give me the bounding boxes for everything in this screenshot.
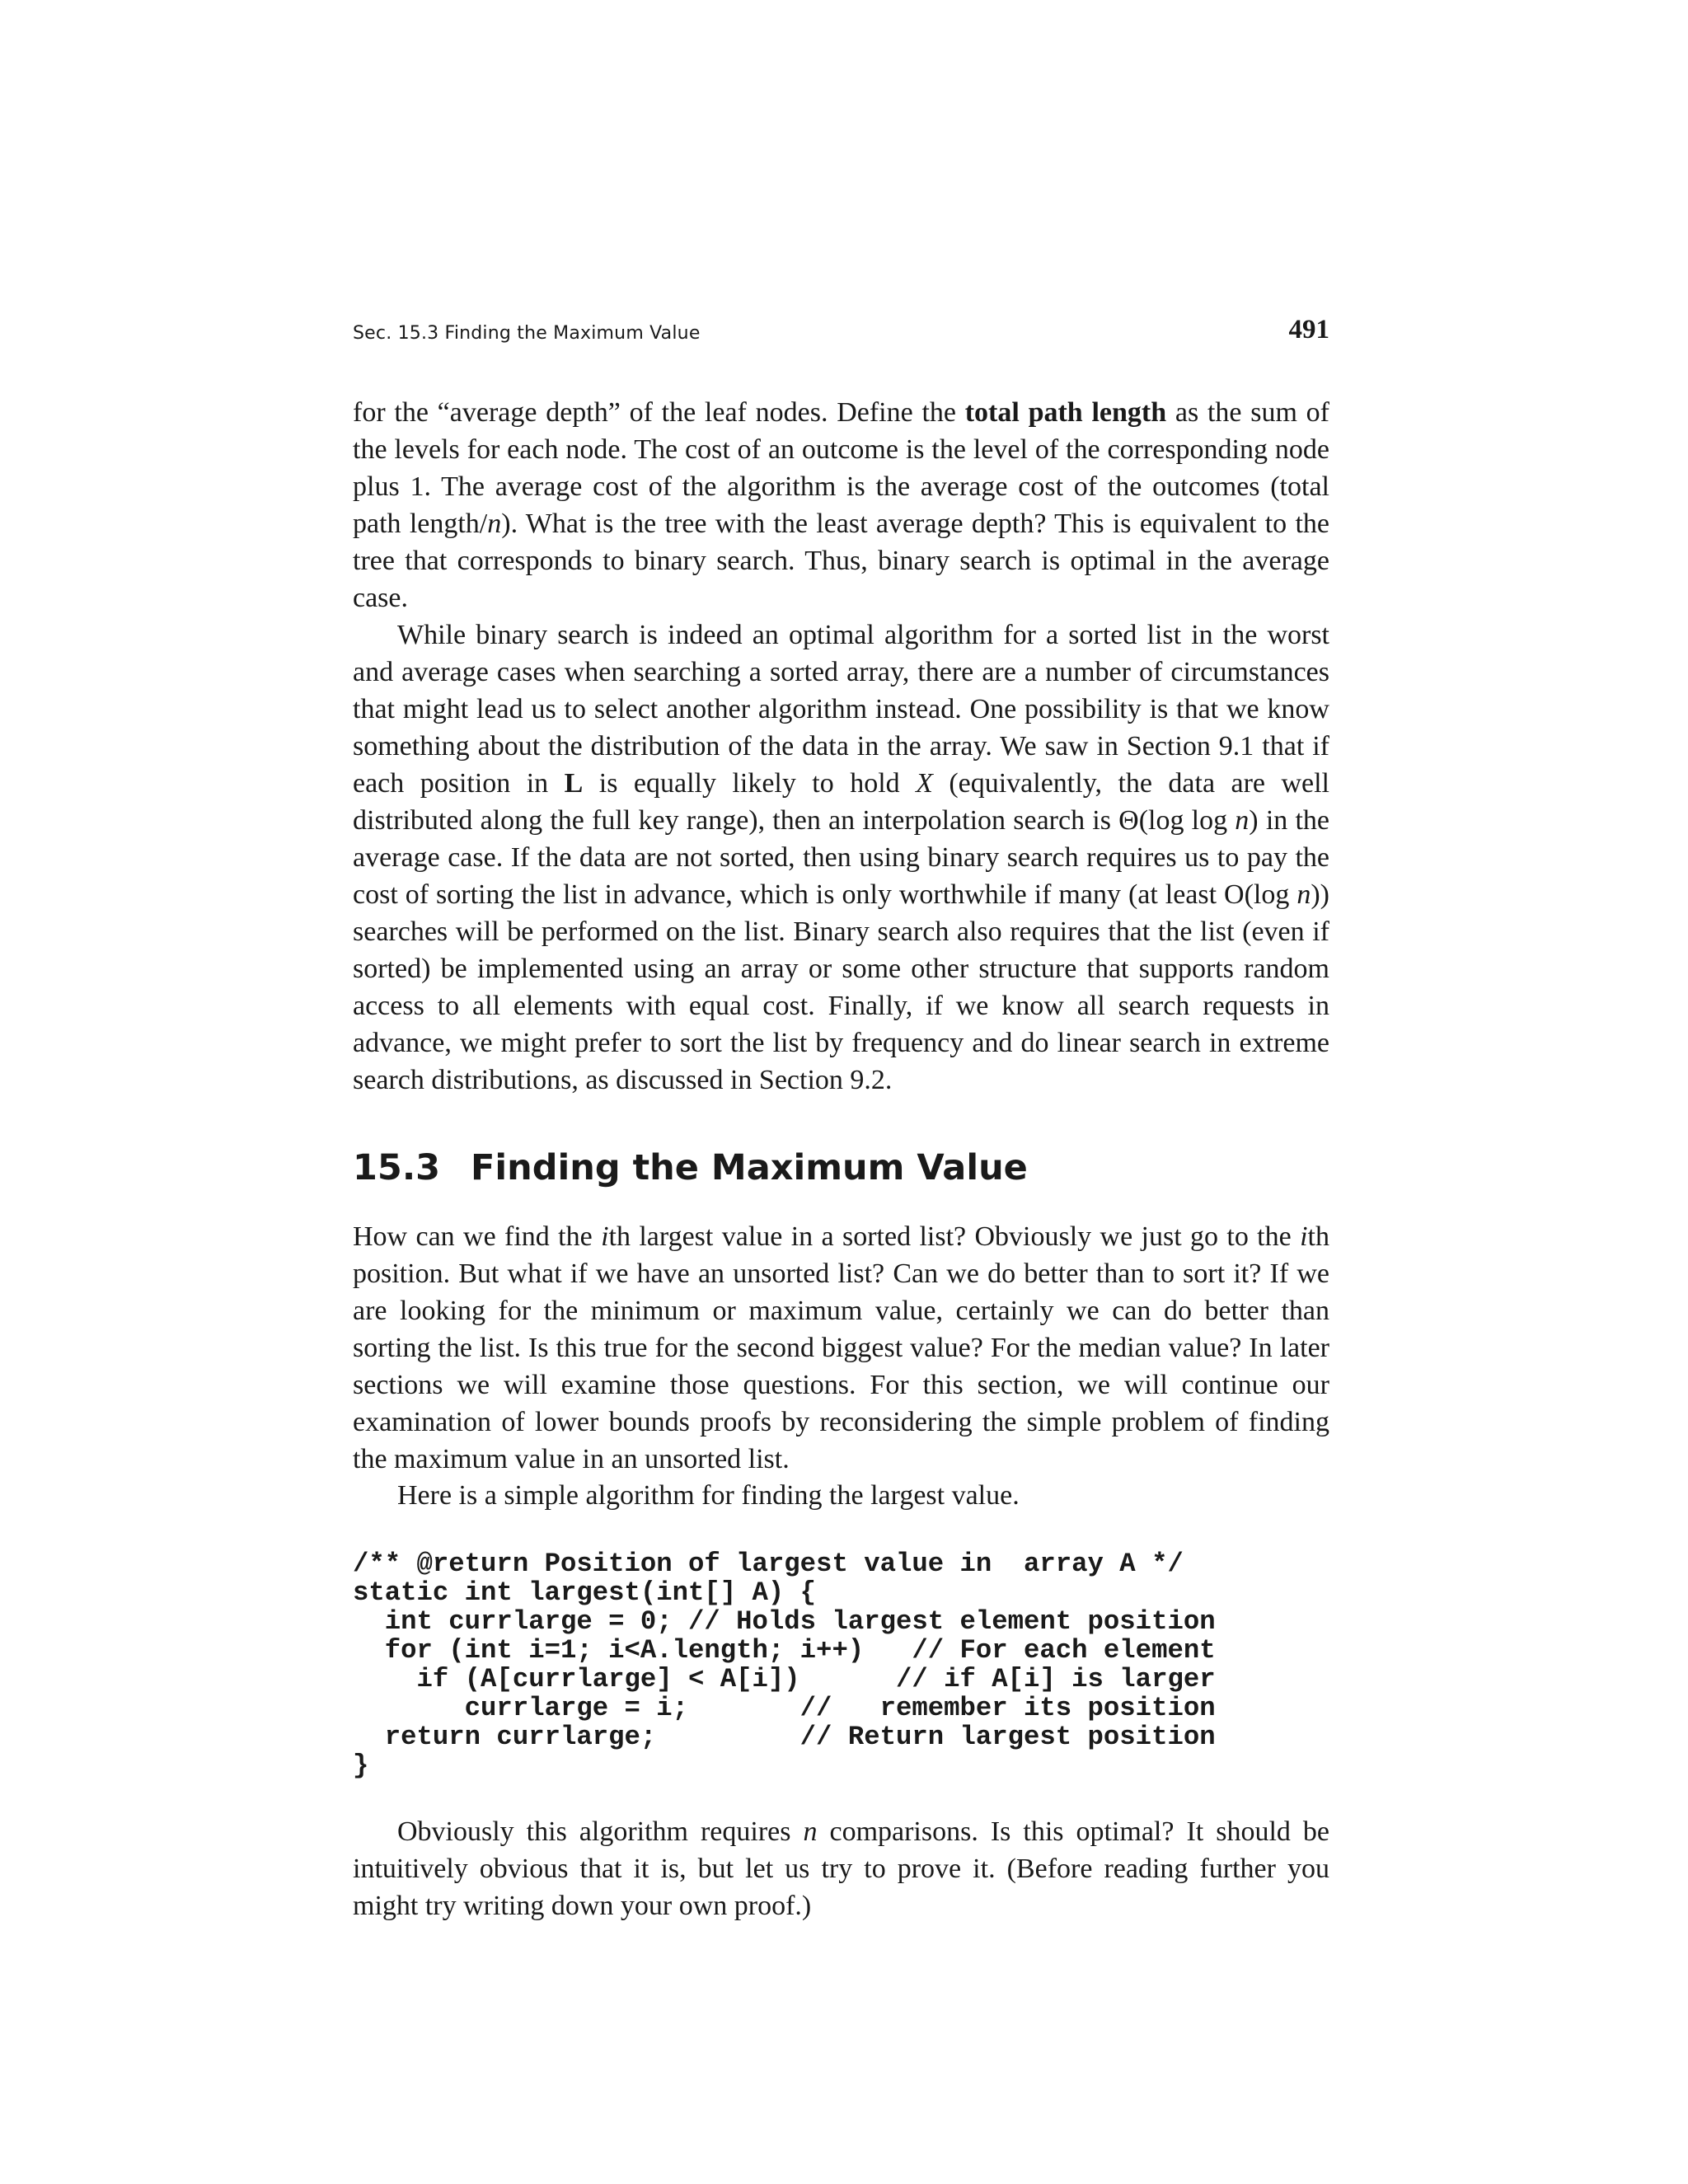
section-number: 15.3 — [353, 1147, 441, 1188]
page-number: 491 — [1288, 315, 1329, 344]
math-variable: i — [601, 1221, 609, 1252]
section-title-text: Finding the Maximum Value — [471, 1147, 1028, 1188]
text-span: ). What is the tree with the least average depth? This is equivalent to the tree that corresponds to binary search. Thus, binary search is optimal in the average case. — [353, 509, 1329, 613]
text-span: (equivalently, the data are well distributed along the full key range), then an interpolation search is Θ(log log — [353, 768, 1329, 836]
text-span: How can we find the — [353, 1221, 602, 1252]
section-heading — [353, 1147, 1329, 1188]
running-header — [353, 315, 1329, 353]
code-line: /** @return Position of largest value in array A */ — [353, 1549, 1184, 1579]
code-line: static int largest(int[] A) { — [353, 1577, 817, 1608]
text-span: ) in the average case. If the data are not sorted, then using binary search requires us to pay the cost of sorting the list in advance, which is only worthwhile if many (at least O(log — [353, 805, 1329, 910]
paragraph-n-comparisons — [353, 1813, 1329, 1924]
math-list-symbol: L — [564, 768, 584, 799]
text-span: for the “average depth” of the leaf nodes. Define the — [353, 397, 965, 428]
math-variable: i — [1300, 1221, 1308, 1252]
text-span: th largest value in a sorted list? Obviously we just go to the — [608, 1221, 1301, 1252]
math-variable: n — [803, 1816, 818, 1847]
text-span: While binary search is indeed an optimal algorithm for a sorted list in the worst and average cases when searching a sorted array, there are a number of circumstances that might lead us to select another algorithm instead. One possibility is that we know something about the distribution of the data in the array. We saw in Section 9.1 that if each position in — [353, 620, 1329, 799]
text-span: comparisons. Is this optimal? It should be intuitively obvious that it is, but let us try to prove it. (Before reading further you might try writing down your own proof.) — [353, 1816, 1329, 1921]
code-line: int currlarge = 0; // Holds largest element position — [353, 1606, 1216, 1637]
text-span: as the sum of the levels for each node. The cost of an outcome is the level of the corresponding node plus 1. The average cost of the algorithm is the average cost of the outcomes (total path length/ — [353, 397, 1329, 539]
code-line: return currlarge; // Return largest position — [353, 1722, 1216, 1752]
paragraph-average-depth — [353, 394, 1329, 616]
paragraph-ith-largest — [353, 1218, 1329, 1478]
math-variable: n — [1235, 805, 1250, 836]
text-span: th position. But what if we have an unsorted list? Can we do better than to sort it? If we are looking for the minimum or maximum value, certainly we can do better than sorting the list. Is this true for the second biggest value? For the median value? In later sections we will examine those questions. For this section, we will continue our examination of lower bounds proofs by reconsidering the simple problem of finding the maximum value in an unsorted list. — [353, 1221, 1329, 1474]
math-variable: n — [1296, 879, 1311, 910]
math-variable: X — [916, 768, 933, 799]
code-line: if (A[currlarge] < A[i]) // if A[i] is larger — [353, 1664, 1216, 1694]
code-listing — [353, 1549, 1329, 1780]
term-total-path-length: total path length — [964, 397, 1167, 428]
paragraph-simple-algorithm-intro: Here is a simple algorithm for finding the largest value. — [397, 1480, 1020, 1511]
math-variable: n — [487, 509, 502, 539]
code-line: } — [353, 1750, 369, 1781]
code-line: currlarge = i; // remember its position — [353, 1693, 1216, 1723]
text-span: is equally likely to hold — [583, 768, 917, 799]
running-head-section: Sec. 15.3 Finding the Maximum Value — [353, 323, 701, 344]
paragraph-binary-search-optimal — [353, 616, 1329, 1099]
code-line: for (int i=1; i<A.length; i++) // For each element — [353, 1635, 1216, 1666]
text-span: )) searches will be performed on the list. Binary search also requires that the list (even if sorted) be implemented using an array or some other structure that supports random access to all elements with equal cost. Finally, if we know all search requests in advance, we might prefer to sort the list by frequency and do linear search in extreme search distributions, as discussed in Section 9.2. — [353, 879, 1329, 1095]
text-span: Obviously this algorithm requires — [397, 1816, 804, 1847]
